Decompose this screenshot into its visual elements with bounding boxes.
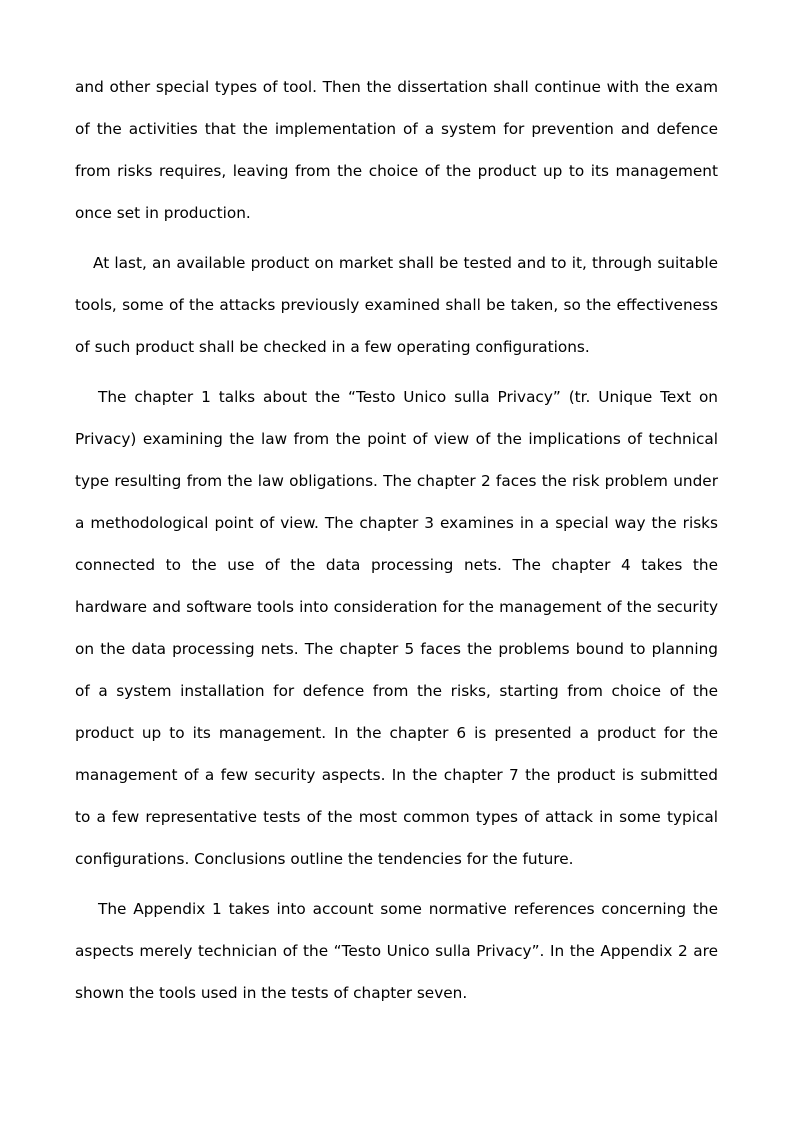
document-page — [75, 66, 718, 1014]
paragraph-appendix-overview: The Appendix 1 takes into account some normative references concerning the aspects merely technician of the “Testo Unico sulla Privacy”. In the Appendix 2 are shown the tools used in the tests of chapter seven. — [75, 900, 718, 1002]
paragraph-continuation: and other special types of tool. Then the dissertation shall continue with the exam of the activities that the implementation of a system for prevention and defence from risks requires, leaving from the choice of the product up to its management once set in production. — [75, 78, 718, 222]
paragraph-product-testing: At last, an available product on market shall be tested and to it, through suitable tools, some of the attacks previously examined shall be taken, so the effectiveness of such product shall be checked in a few operating configurations. — [75, 254, 718, 356]
paragraph-chapter-overview: The chapter 1 talks about the “Testo Unico sulla Privacy” (tr. Unique Text on Privacy) examining the law from the point of view of the implications of technical type resulting from the law obligations. The chapter 2 faces the risk problem under a methodological point of view. The chapter 3 examines in a special way the risks connected to the use of the data processing nets. The chapter 4 takes the hardware and software tools into consideration for the management of the security on the data processing nets. The chapter 5 faces the problems bound to planning of a system installation for defence from the risks, starting from choice of the product up to its management. In the chapter 6 is presented a product for the management of a few security aspects. In the chapter 7 the product is submitted to a few representative tests of the most common types of attack in some typical configurations. Conclusions outline the tendencies for the future. — [75, 388, 718, 868]
